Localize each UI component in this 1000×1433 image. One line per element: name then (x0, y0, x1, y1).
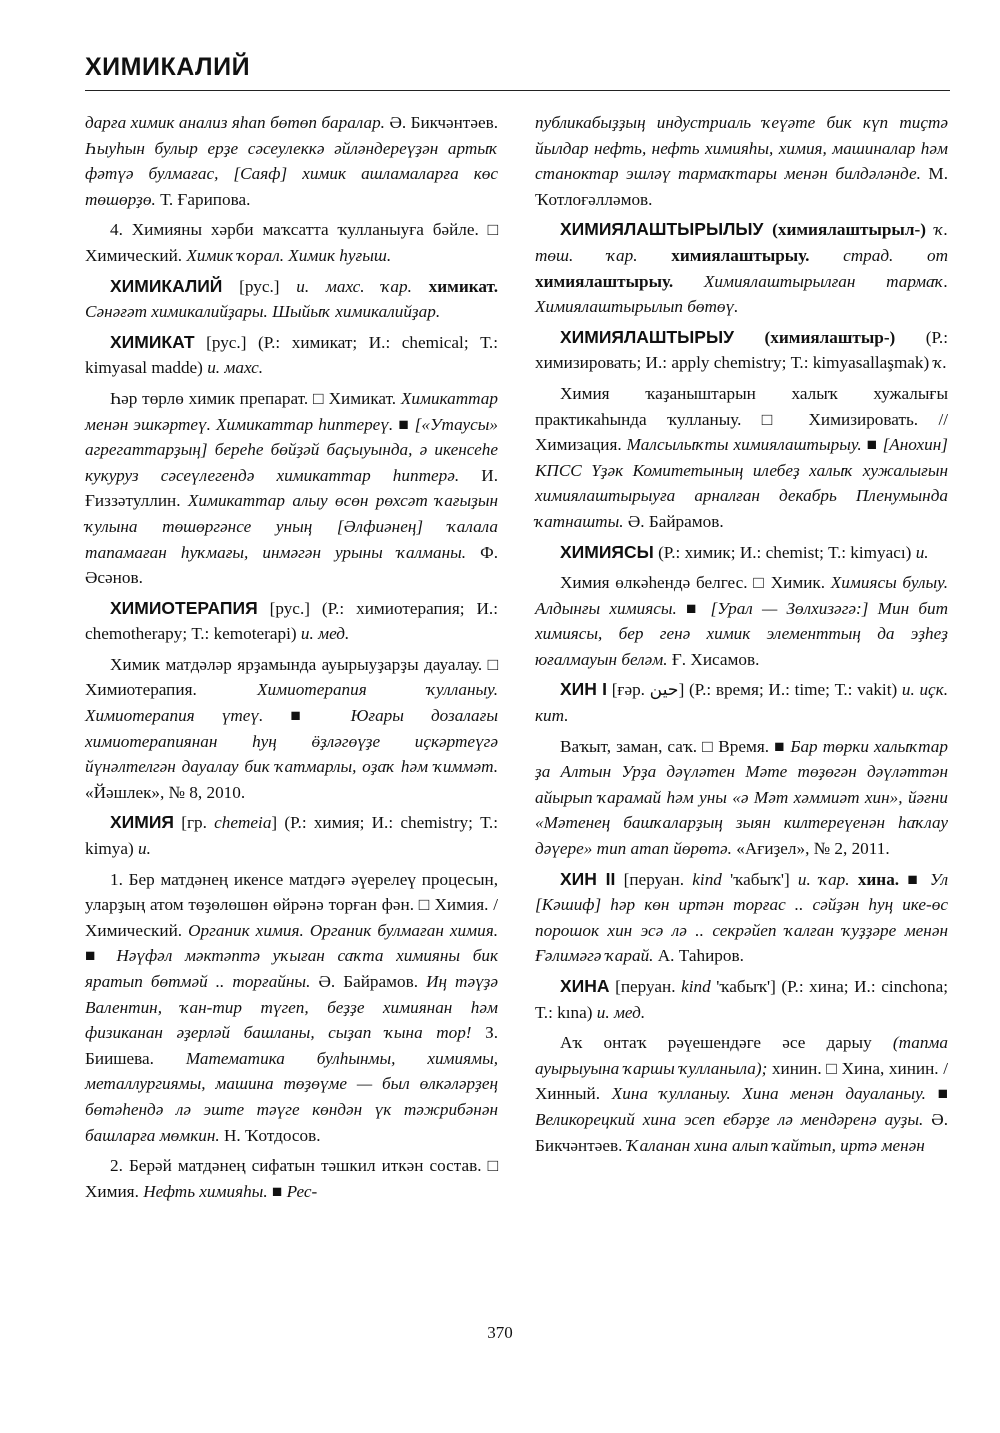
etymology: [ғәр. حين] (Р.: время; И.: time; Т.: vakit) (611, 680, 898, 700)
definition: 4. Химияны хәрби маҡсатта ҡулланыуға бәйле. □ Химический. (85, 220, 498, 265)
entry-himiyasy (535, 540, 948, 566)
cross-ref: химиялаштырыу. (535, 271, 674, 291)
etymon: kind (692, 869, 722, 889)
citation: Ә. Байрамов. (627, 511, 724, 531)
etymon: chemeia (214, 813, 272, 833)
citation: Т. Ғарипова. (160, 189, 251, 209)
entry-hin-2 (535, 867, 948, 969)
example: Һыуһын булыр ерҙе сәсеулеккә әйләндереүҙән артыҡ фәтүә булмағас, [Саяф] химик ашламаларға көс төшөрҙө. (85, 138, 498, 209)
page-header (85, 52, 950, 91)
stem: (химиялаштыр-) (764, 327, 896, 347)
grammar-label: и. мед. (300, 624, 350, 644)
cross-ref: химиялаштырыу. (671, 245, 810, 265)
stem: (химиялаштырыл-) (772, 220, 926, 240)
grammar-label: и. (137, 839, 151, 859)
etymology: [рус.] (239, 276, 280, 296)
etymology: 'ҡабыҡ'] (730, 869, 790, 889)
entry-himiyalashtyryu (535, 325, 948, 376)
example: Иң тәүҙә Валентин, ҡан-тир түгеп, беҙҙе химиянан һәм физиканан әҙерләй башланы, сыҙап ҡына тор! (85, 972, 499, 1043)
citation: М. Ҡотлоғәлләмов. (535, 164, 949, 209)
etymon: kind (681, 977, 711, 996)
grammar-label: ҡ. төш. ҡар. (535, 220, 949, 265)
grammar-label: и. иҫк. кит. (535, 680, 949, 726)
citation: И. Ғиззәтуллин. (85, 465, 499, 511)
definition: Химик матдәләр ярҙамында ауырыуҙарҙы дауалау. □ Химиотерапия. (85, 654, 498, 700)
entry-hin-1 (535, 677, 948, 728)
grammar-label: и. мед. (596, 1002, 646, 1022)
example: ■ Бар төрки халыҡтар ҙа Алтын Урҙа дәүләтен Мәте төҙөгән дәүләттән айырып ҡарамай һәм уны «ә Мәт хәммиәт хин», йәғни «Мәтенең башҡаларҙың зыян килтереүенән һаҡлау дәүере» тип атап йөрөтә. (535, 736, 948, 859)
definition: 1. Бер матдәнең икенсе матдәгә әүерелеү процесын, уларҙың атом төҙөлөшөн өйрәнә торған фән. □ Химия. / Химический. (85, 869, 498, 940)
etymology: ] (Р.: химия; И.: chemistry; Т.: kimya) (85, 813, 498, 859)
definition: Ваҡыт, заман, саҡ. □ Время. (560, 736, 770, 756)
etymology: [гр. (181, 813, 207, 833)
sense-4 (85, 217, 498, 268)
example: Химикаттар менән эшкәртеү. Химикаттар һиптереү. (85, 388, 498, 434)
grammar-label: и. ҡар. (797, 869, 850, 889)
definition: хинин. □ Хина, хинин. / Хинный. (535, 1058, 949, 1104)
headword: ХИМИЯ (110, 812, 174, 833)
citation: А. Таһиров. (657, 946, 744, 966)
page-number: 370 (487, 1323, 513, 1342)
header-rule (85, 90, 950, 91)
citation: Ә. Бикчәнтәев. (535, 1109, 948, 1155)
text: дарға химик анализ яһап бөтөп баралар. (85, 113, 385, 132)
example: ■ [«Утаусы» агрегаттарҙың] береһе бөйҙәй баҫыуында, ә икенсеһе кукуруз сәсеүлегендә химикаттар һиптерә. (85, 414, 498, 485)
gloss: (тапма ауырыуына ҡаршы ҡулланыла); (535, 1033, 948, 1078)
citation: «Йәшлек», № 8, 2010. (85, 782, 246, 802)
example: Химиотерапия ҡулланыу. Химиотерапия үтеү. ■ Юғары дозалағы химиотерапиянан һуң ӫҙләгөүҙе иҫкәртеүгә йүнәлтелгән дауалау бик ҡатмарлы, оҙаҡ һәм ҡиммәт. (85, 680, 499, 777)
cross-ref: химикат. (428, 276, 499, 296)
entry-himiya-sense-2 (85, 1153, 498, 1204)
entry-himikat-sense (85, 386, 498, 591)
headword: ХИМИКАЛИЙ (110, 275, 223, 296)
entry-hina (535, 974, 948, 1025)
example: Химикаттар алыу өсөн рөхсәт ҡағыҙын ҡулына төшөргәнсе уның [Әлфиәнең] ҡалала тапамаған һуҡмағы, инмәгән урыны ҡалманы. (85, 491, 499, 562)
etymology: 'ҡабыҡ'] (Р.: хина; И.: cinchona; Т.: kına) (535, 977, 949, 1022)
example: Ҡаланан хина алып ҡайтып, иртә менән (626, 1135, 925, 1155)
definition: Химия ҡаҙаныштарын халыҡ хужалығы практикаһында ҡулланыу. □ Химизировать. // Химизация. (535, 383, 948, 455)
entry-himiyalashtyrylyu (535, 217, 948, 319)
entry-himikaliy (85, 274, 498, 325)
entry-himioterapiya (85, 596, 498, 647)
grammar-label: и. махс. (207, 358, 264, 378)
left-column (85, 110, 498, 1209)
etymology: [перуан. (623, 869, 685, 889)
grammar-label: и. (915, 542, 929, 562)
headword: ХИМИЯЛАШТЫРЫЛЫУ (560, 219, 764, 240)
citation: Ғ. Хисамов. (671, 649, 760, 669)
example: Сәнәғәт химикалийҙары. Шыйыҡ химикалийҙар. (85, 302, 441, 322)
example: Химиясы булыу. Алдынғы химиясы. ■ [Урал — Зөлхизәгә:] Мин бит химиясы, бер генә химик элементтың да эҙһеҙ юғалмауын беләм. (535, 573, 948, 669)
citation: Н. Ҡотдосов. (224, 1125, 321, 1145)
entry-himiya-sense-1 (85, 867, 498, 1149)
example: Малсылыҡты химиялаштырыу. ■ [Анохин] КПСС Үҙәк Комитетының илебеҙ халыҡ хужалығын химиялаштырыуға арналған декабрь Пленумында ҡатнашты. (535, 435, 948, 531)
etymology: [рус.] (Р.: химиотерапия; И.: chemotherapy; Т.: kemoterapi) (85, 598, 498, 644)
example: Нефть химияһы. ■ Рес- (143, 1181, 318, 1201)
etymology: [перуан. (615, 977, 676, 996)
citation: Ә. Бикчәнтәев. (389, 113, 498, 132)
entry-himiyasy-sense (535, 570, 948, 672)
example: Органик химия. Органик булмаған химия. ■ Нәүфәл мәктәптә уҡыған саҡта химияны бик яратып бөтмәй .. торғайны. (85, 920, 498, 991)
citation: «Ағиҙел», № 2, 2011. (736, 839, 890, 859)
entry-himioterapiya-sense (85, 652, 498, 806)
headword: ХИМИЯЛАШТЫРЫУ (560, 326, 735, 347)
etymology: (Р.: химик; И.: chemist; Т.: kimyacı) (658, 542, 912, 562)
headword: ХИНА (560, 976, 610, 996)
definition: Һәр төрлө химик препарат. □ Химикат. (110, 388, 397, 408)
citation: Ф. Әсәнов. (85, 542, 499, 588)
example: Химиялаштырылған тармаҡ. Химиялаштырылып бөтөү. (535, 271, 949, 317)
running-head: ХИМИКАЛИЙ (85, 53, 251, 81)
cross-ref: хина. (857, 869, 900, 889)
example: Хина ҡулланыу. Хина менән дауаланыу. ■ Великорецкий хина эсеп ебәрҙе лә мендәренә ауҙы. (535, 1084, 948, 1129)
headword: ХИМИКАТ (110, 331, 195, 352)
entry-himikat (85, 330, 498, 381)
grammar-label: ҡ. (933, 353, 947, 373)
etymology: [рус.] (Р.: химикат; И.: chemical; Т.: kimyasal madde) (85, 332, 498, 378)
entry-hin-1-sense (535, 734, 948, 862)
citation: Ә. Байрамов. (318, 972, 418, 991)
example: Математика булһынмы, химиямы, металлургиямы, машина төҙөүме — был өлкәләрҙең бөтәһендә лә эште тәүге көндән үк тәжрибәнән башларға мөмкин. (85, 1048, 498, 1145)
headword: ХИН II (560, 868, 616, 889)
headword: ХИМИОТЕРАПИЯ (110, 597, 258, 618)
example: ■ Ул [Кәшиф] һәр көн иртән торғас .. сәйҙән һуң ике-өс порошок хин эсә лә .. секрәйеп ҡалған ҡуҙҙәре менән Ғәлимәгә ҡарай. (535, 869, 949, 966)
grammar-label: и. махс. ҡар. (296, 276, 412, 296)
continued-text (535, 110, 948, 212)
entry-himiya (85, 810, 498, 861)
entry-himiyalashtyryu-sense (535, 381, 948, 535)
example: Химик ҡорал. Химик һуғыш. (186, 245, 392, 265)
citation: З. Биишева. (85, 1023, 499, 1068)
definition: Химия өлкәһендә белгес. □ Химик. (560, 573, 826, 593)
example: публикабыҙҙың индустриаль ҡеүәте бик күп тиҫтә йылдар нефть, нефть химияһы, химия, машиналар һәм станоктар эшләү тармаҡтары менән билдәләнде. (535, 113, 948, 184)
right-column (535, 110, 948, 1163)
etymology: (Р.: химизировать; И.: apply chemistry; Т.: kimyasallaşmak) (535, 327, 949, 373)
definition: Аҡ онтаҡ рәүешендәге әсе дарыу (560, 1033, 872, 1053)
entry-hina-sense (535, 1030, 948, 1158)
headword: ХИМИЯСЫ (560, 541, 654, 562)
headword: ХИН I (560, 679, 607, 700)
continued-text (85, 110, 498, 212)
definition: 2. Берәй матдәнең сифатын тәшкил иткән состав. □ Химия. (85, 1156, 498, 1201)
grammar-label: страд. от (843, 245, 949, 265)
